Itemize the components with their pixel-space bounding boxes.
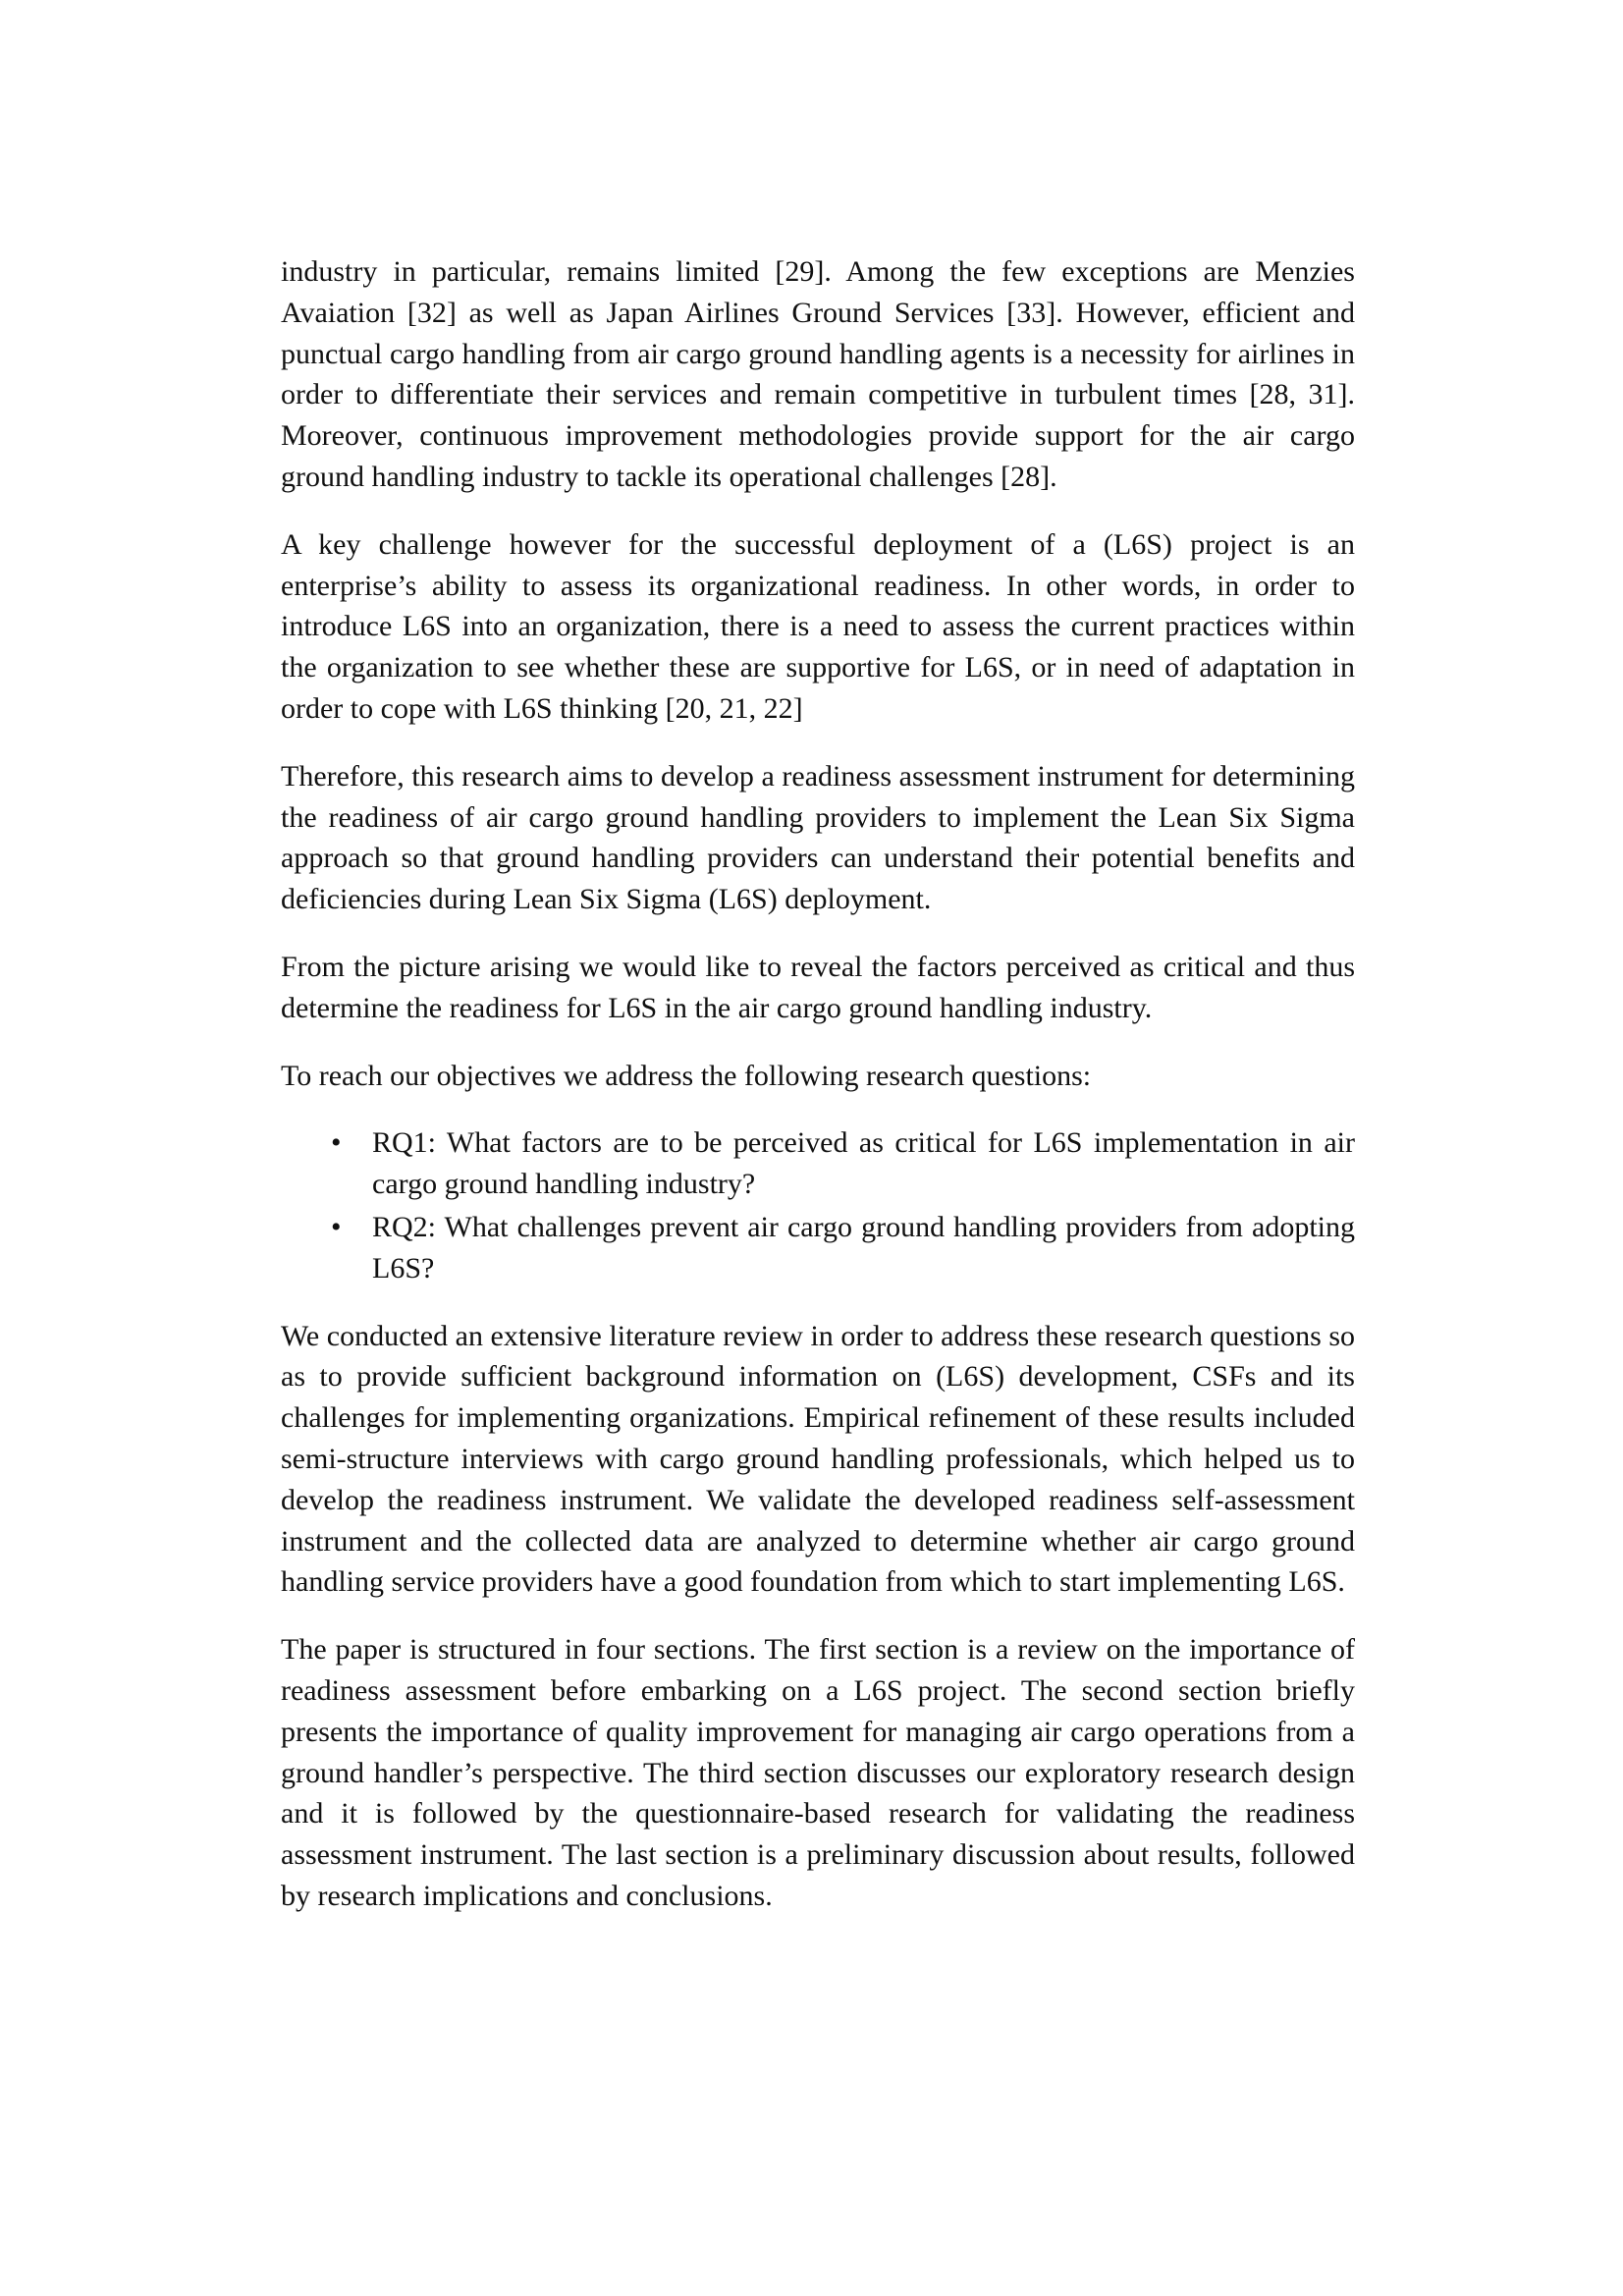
bullet-icon: • [331,1126,342,1160]
paragraph-literature-context: industry in particular, remains limited [29]. Among the few exceptions are Menzies Avaiation [32] as well as Japan Airlines Ground Services [33]. However, efficient and punctual cargo handling from air cargo ground handling agents is a necessity for airlines in order to differentiate their services and remain competitive in turbulent times [28, 31]. Moreover, continuous improvement methodologies provide support for the air cargo ground handling industry to tackle its operational challenges [28]. [281,255,1355,493]
paragraph-research-questions-intro: To reach our objectives we address the following research questions: [281,1059,1092,1092]
bullet-icon: • [331,1210,342,1243]
research-questions-list [281,1122,1355,1288]
paragraph-research-aim: Therefore, this research aims to develop a readiness assessment instrument for determining the readiness of air cargo ground handling providers to implement the Lean Six Sigma approach so that ground handling providers can understand their potential benefits and deficiencies during Lean Six Sigma (L6S) deployment. [281,759,1355,916]
paragraph-methodology: We conducted an extensive literature review in order to address these research questions so as to provide sufficient background information on (L6S) development, CSFs and its challenges for implementing organizations. Empirical refinement of these results included semi-structure interviews with cargo ground handling professionals, which helped us to develop the readiness instrument. We validate the developed readiness self-assessment instrument and the collected data are analyzed to determine whether air cargo ground handling service providers have a good foundation from which to start implementing L6S. [281,1319,1355,1599]
research-question-text: RQ1: What factors are to be perceived as critical for L6S implementation in air cargo ground handling industry? [372,1126,1355,1201]
paragraph-critical-factors: From the picture arising we would like to reveal the factors perceived as critical and thus determine the readiness for L6S in the air cargo ground handling industry. [281,950,1355,1024]
paragraph-paper-structure: The paper is structured in four sections. The first section is a review on the importance of readiness assessment before embarking on a L6S project. The second section briefly presents the importance of quality improvement for managing air cargo operations from a ground handler’s perspective. The third section discusses our exploratory research design and it is followed by the questionnaire-based research for validating the readiness assessment instrument. The last section is a preliminary discussion about results, followed by research implications and conclusions. [281,1633,1355,1912]
paragraph-readiness-challenge: A key challenge however for the successful deployment of a (L6S) project is an enterprise’s ability to assess its organizational readiness. In other words, in order to introduce L6S into an organization, there is a need to assess the current practices within the organization to see whether these are supportive for L6S, or in need of adaptation in order to cope with L6S thinking [20, 21, 22] [281,527,1355,725]
list-item [281,1207,1355,1289]
list-item [281,1122,1355,1205]
research-question-text: RQ2: What challenges prevent air cargo ground handling providers from adopting L6S? [372,1210,1355,1285]
document-page [281,251,1355,1943]
